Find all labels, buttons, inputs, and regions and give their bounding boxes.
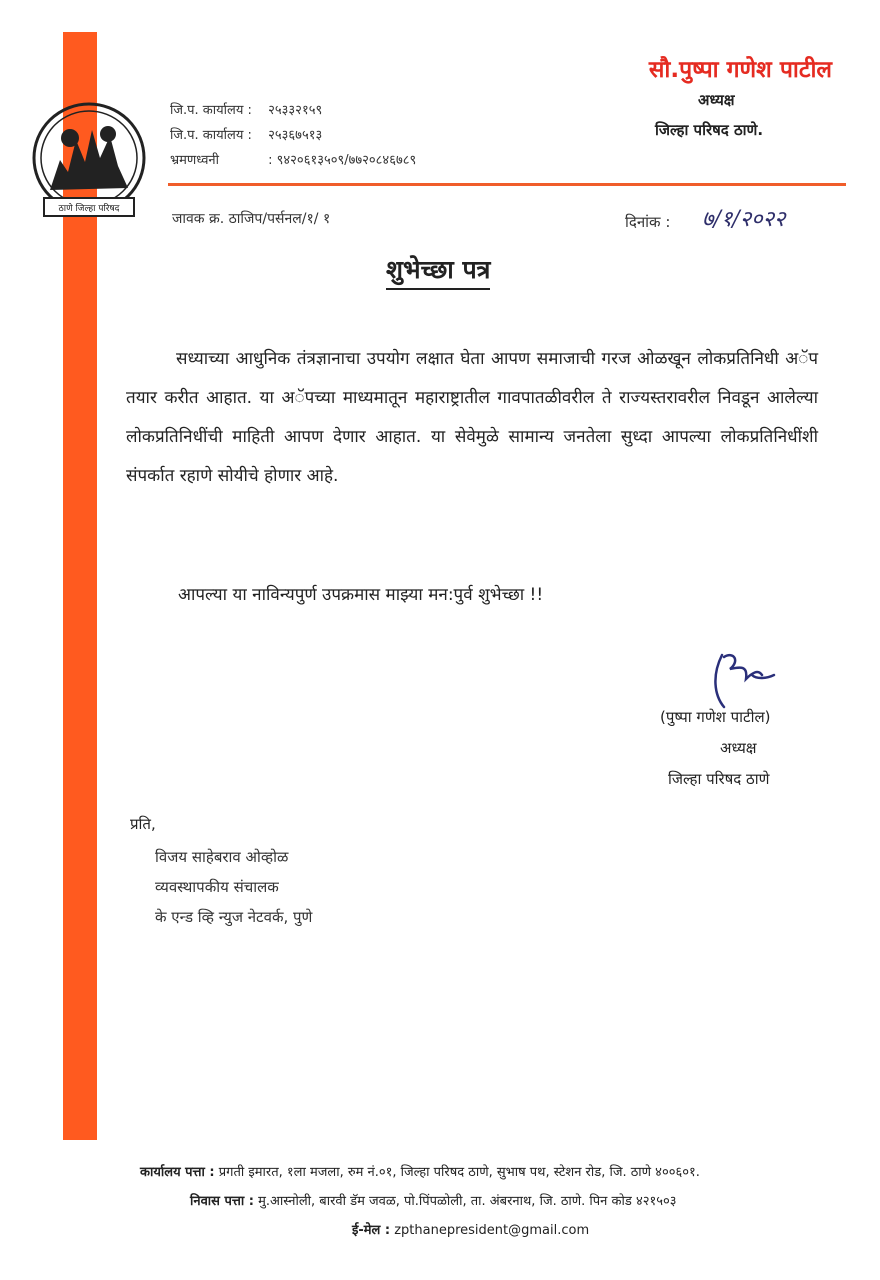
residence-address: मु.आस्नोली, बारवी डॅम जवळ, पो.पिंपळोली, ता. अंबरनाथ, जि. ठाणे. पिन कोड ४२१५०३ bbox=[258, 1194, 677, 1209]
header-divider bbox=[168, 183, 846, 186]
president-organization: जिल्हा परिषद ठाणे. bbox=[655, 121, 764, 139]
email-label: ई-मेल : bbox=[352, 1223, 391, 1238]
office-phone-number: २५३६७५१३ bbox=[268, 128, 323, 143]
letter-body: सध्याच्या आधुनिक तंत्रज्ञानाचा उपयोग लक्षात घेता आपण समाजाची गरज ओळखून लोकप्रतिनिधी अॅप तयार करीत आहात. या अॅपच्या माध्यमातून महाराष्ट्रातील गावपातळीवरील ते राज्यस्तरावरील निवडून आलेल्या लोकप्रतिनिधींची माहिती आपण देणार आहात. या सेवेमुळे सामान्य जनतेला सुध्दा आपल्या लोकप्रतिनिधींशी संपर्कात रहाणे सोयीचे होणार आहे. bbox=[126, 349, 818, 486]
letter-title: शुभेच्छा पत्र bbox=[386, 252, 490, 290]
residence-address-line bbox=[190, 1187, 677, 1216]
mobile-number: : ९४२०६१३५०९/७७२०८४६७८९ bbox=[268, 153, 417, 168]
office-address: प्रगती इमारत, १ला मजला, रुम नं.०१, जिल्हा परिषद ठाणे, सुभाष पथ, स्टेशन रोड, जि. ठाणे ४००६०१. bbox=[218, 1165, 700, 1180]
reference-number bbox=[172, 209, 330, 228]
logo-caption: ठाणे जिल्हा परिषद bbox=[58, 204, 120, 214]
office-phone-label: जि.प. कार्यालय : bbox=[170, 128, 252, 143]
office-address-label: कार्यालय पत्ता : bbox=[140, 1165, 215, 1180]
recipient-designation: व्यवस्थापकीय संचालक bbox=[155, 878, 279, 896]
office-phone-label: जि.प. कार्यालय : bbox=[170, 103, 252, 118]
email-line bbox=[352, 1216, 589, 1245]
signatory-title: अध्यक्ष bbox=[720, 739, 757, 757]
recipient-block bbox=[155, 842, 312, 932]
mobile-row bbox=[170, 148, 416, 173]
president-title: अध्यक्ष bbox=[698, 91, 735, 109]
residence-address-label: निवास पत्ता : bbox=[190, 1194, 254, 1209]
email-address[interactable]: zpthanepresident@gmail.com bbox=[394, 1223, 590, 1238]
reference-value: १/ १ bbox=[306, 211, 331, 227]
date-label: दिनांक : bbox=[625, 213, 671, 231]
recipient-label: प्रति, bbox=[130, 815, 156, 833]
office-phone-row bbox=[170, 123, 416, 148]
mobile-label: भ्रमणध्वनी bbox=[170, 153, 220, 168]
signature-scribble-icon bbox=[700, 645, 780, 715]
signatory-organization: जिल्हा परिषद ठाणे bbox=[668, 770, 770, 788]
letter-wish: आपल्या या नाविन्यपुर्ण उपक्रमास माझ्या मन:पुर्व शुभेच्छा !! bbox=[178, 585, 544, 605]
date-value: ७/१/२०२२ bbox=[702, 207, 786, 232]
president-name: सौ.पुष्पा गणेश पाटील bbox=[648, 57, 832, 83]
office-phone-row bbox=[170, 98, 416, 123]
reference-label: जावक क्र. ठाजिप/पर्सनल/ bbox=[172, 211, 307, 227]
zp-thane-emblem-icon bbox=[30, 100, 148, 222]
recipient-name: विजय साहेबराव ओव्होळ bbox=[155, 848, 289, 866]
office-phone-number: २५३३२१५९ bbox=[268, 103, 323, 118]
office-address-line bbox=[140, 1158, 700, 1187]
recipient-company: के एन्ड व्हि न्युज नेटवर्क, पुणे bbox=[155, 908, 313, 926]
office-contact-block bbox=[170, 98, 416, 173]
signatory-name: (पुष्पा गणेश पाटील) bbox=[660, 708, 771, 726]
